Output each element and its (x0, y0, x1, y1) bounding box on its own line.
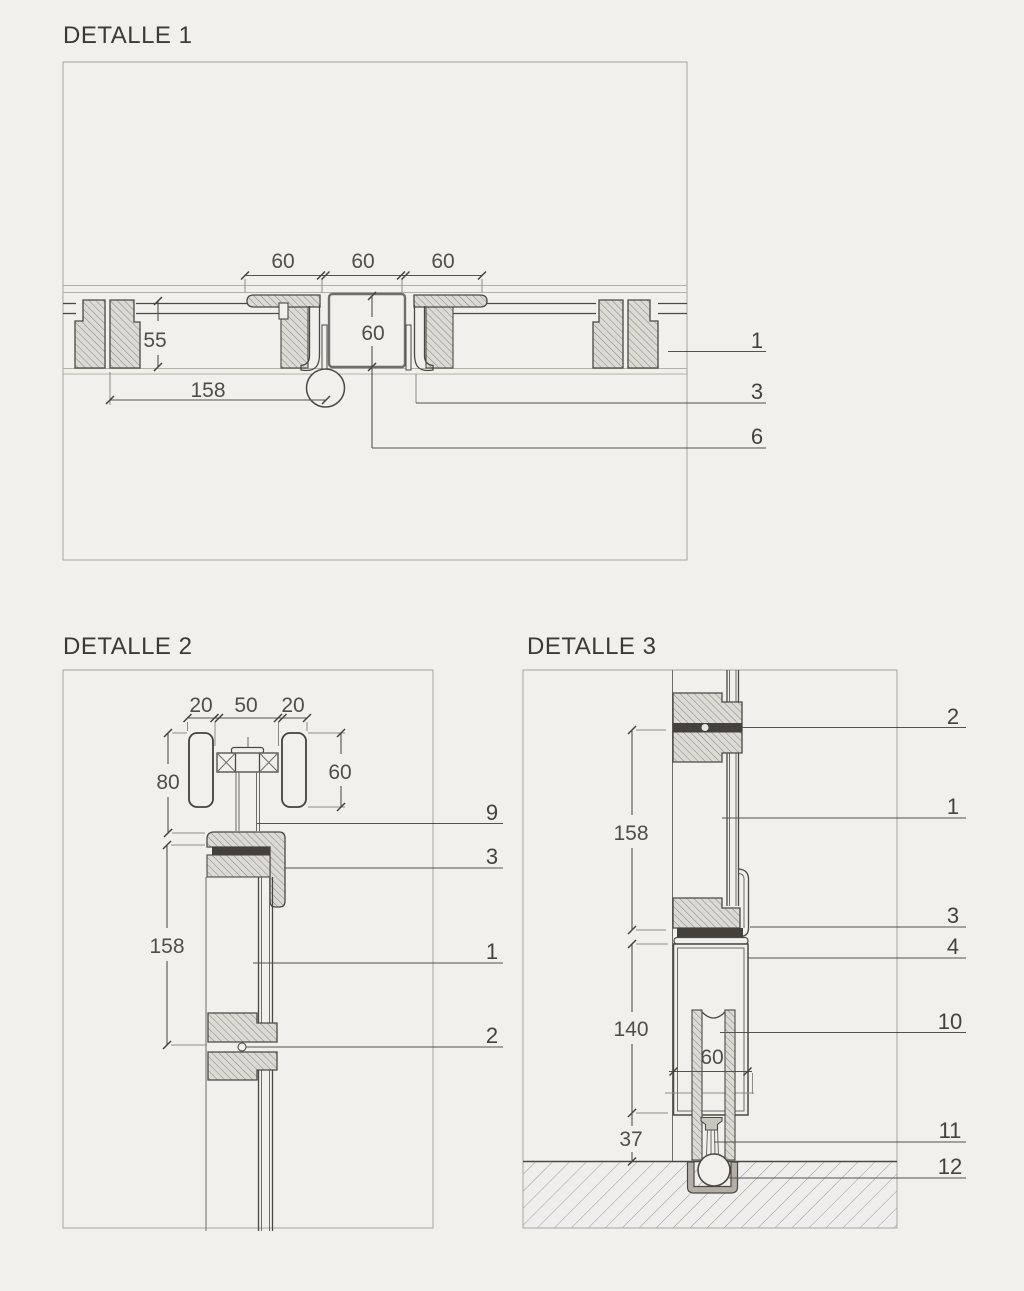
d2-callout-3: 3 (485, 844, 499, 869)
d1-callout-6: 6 (750, 424, 764, 449)
d2-roller-right (282, 733, 306, 807)
d1-left-clip (279, 303, 288, 319)
d3-dim-upper-label: 158 (613, 822, 649, 845)
d2-hanger-bolt (236, 772, 260, 831)
d1-dim-top2: 60 (351, 250, 375, 273)
d2-gasket (212, 847, 270, 855)
d3-dim-lower (613, 940, 668, 1117)
d3-roller-bar-left (692, 1010, 702, 1160)
d3-gasket-bottom (677, 928, 743, 937)
d2-top-profile (207, 832, 285, 907)
d2-callout-2: 2 (485, 1023, 499, 1048)
detalle-1 (63, 22, 766, 560)
d2-callout-1: 1 (485, 939, 499, 964)
d1-center-assembly (247, 294, 487, 407)
detalle-3 (523, 633, 966, 1228)
d2-clamp-block (207, 855, 270, 877)
d3-dim-floor-label: 37 (619, 1128, 643, 1151)
d1-right-flange (426, 300, 453, 368)
d2-dim-left: 20 (189, 694, 213, 717)
d1-dim-top (241, 250, 486, 293)
d1-wall-right (593, 300, 658, 368)
d2-callout-9: 9 (485, 800, 499, 825)
d3-callout-12: 12 (937, 1154, 963, 1179)
d2-trolley (189, 733, 306, 831)
d3-dim-lower-label: 140 (613, 1018, 649, 1041)
d1-wall-left (75, 300, 140, 368)
d1-callout-3: 3 (750, 379, 764, 404)
d1-right-strip (406, 325, 411, 370)
d2-dim-height-label: 80 (156, 771, 180, 794)
d2-dim-panel (149, 841, 207, 1049)
d3-guide (701, 1118, 722, 1157)
d1-dim-top1: 60 (271, 250, 295, 273)
d1-callout-1: 1 (750, 328, 764, 353)
d3-dim-floor (619, 1113, 642, 1166)
d3-floor-roller (698, 1154, 730, 1186)
detalle-2 (63, 633, 503, 1231)
d3-rail-cap (674, 938, 748, 945)
d3-pin (702, 724, 709, 731)
detalle-1-title: DETALLE 1 (63, 22, 193, 49)
d3-callouts (714, 704, 966, 1179)
d3-callout-10: 10 (937, 1009, 963, 1034)
d3-callout-4: 4 (946, 934, 960, 959)
d1-dim-wall-label: 55 (143, 329, 167, 352)
d1-dim-post-label: 60 (361, 322, 385, 345)
d2-pin (238, 1043, 246, 1051)
d1-dim-run (106, 372, 330, 405)
d3-callout-11: 11 (938, 1118, 962, 1143)
d1-dim-top3: 60 (431, 250, 455, 273)
d1-dim-wall (143, 297, 166, 371)
d3-callout-3: 3 (946, 903, 960, 928)
d2-roller-left (189, 733, 213, 807)
d3-callout-1: 1 (946, 794, 960, 819)
d2-dim-right: 20 (281, 694, 305, 717)
d2-dim-center: 50 (234, 694, 258, 717)
d1-right-top-plate (414, 295, 487, 307)
d2-dim-panel-label: 158 (149, 935, 185, 958)
d3-dim-rail-label: 60 (700, 1046, 724, 1069)
d1-left-strip (322, 325, 327, 370)
d3-crossbar (673, 693, 742, 762)
detalle-3-title: DETALLE 3 (527, 633, 657, 660)
d1-dim-run-label: 158 (190, 379, 226, 402)
d2-dim-roller-label: 60 (328, 761, 352, 784)
detalle-2-title: DETALLE 2 (63, 633, 193, 660)
d3-callout-2: 2 (946, 704, 960, 729)
d3-rail-outer (674, 944, 749, 1115)
d3-dim-upper (613, 726, 666, 934)
d3-bottom-clamp (673, 869, 749, 944)
d3-floor (523, 1154, 897, 1228)
d2-dim-roller (308, 729, 352, 811)
